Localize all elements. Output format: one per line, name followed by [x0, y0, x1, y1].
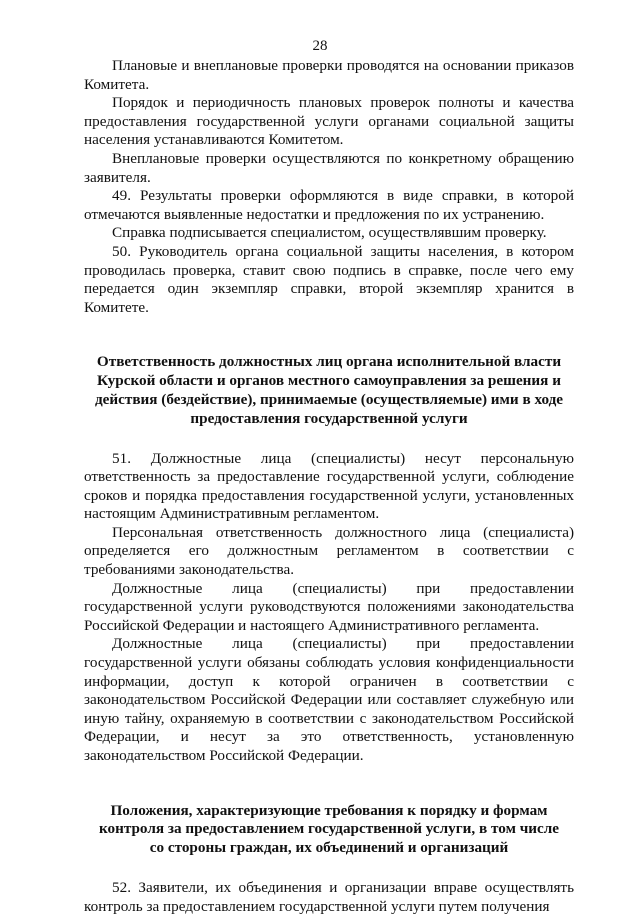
- paragraph-check-procedure: Порядок и периодичность плановых проверок полноты и качества предоставления государственной услуги органами социальной защиты населения устанавливаются Комитетом.: [84, 94, 574, 149]
- section-heading-control-requirements: Положения, характеризующие требования к порядку и формам контроля за предоставлением государственной услуги, в том числе со стороны граждан, их объединений и организаций: [98, 801, 560, 857]
- paragraph-personal-responsibility: Персональная ответственность должностного лица (специалиста) определяется его должностным регламентом в соответствии с требованиями законодательства.: [84, 523, 574, 579]
- spacer: [84, 766, 574, 802]
- spacer: [84, 317, 574, 353]
- document-body: [84, 57, 574, 916]
- paragraph-50: 50. Руководитель органа социальной защиты населения, в котором проводилась проверка, ставит свою подпись в справке, после чего ему передается один экземпляр справки, второй экземпляр хранится в Комитете.: [84, 242, 574, 316]
- spacer: [84, 858, 574, 879]
- paragraph-legislation-guidance: Должностные лица (специалисты) при предоставлении государственной услуги руководствуются положениями законодательства Российской Федерации и настоящего Административного регламента.: [84, 579, 574, 634]
- page-number: 28: [312, 38, 328, 54]
- paragraph-report-signature: Справка подписывается специалистом, осуществлявшим проверку.: [112, 224, 547, 242]
- section-heading-responsibility: Ответственность должностных лиц органа исполнительной власти Курской области и органов местного самоуправления за решения и действия (бездействие), принимаемые (осуществляемые) ими в ходе предоставления государственной услуги: [94, 353, 564, 427]
- paragraph-49: 49. Результаты проверки оформляются в виде справки, в которой отмечаются выявленные недостатки и предложения по их устранению.: [84, 187, 574, 223]
- spacer: [84, 429, 574, 450]
- paragraph-confidentiality: Должностные лица (специалисты) при предоставлении государственной услуги обязаны соблюдать условия конфиденциальности информации, доступ к которой ограничен в соответствии с законодательством Российской Федерации или составляет служебную или иную тайну, охраняемую в соответствии с законодательством Российской Федерации, и несут за это ответственность, установленную законодательством Российской Федерации.: [84, 635, 574, 764]
- paragraph-52: 52. Заявители, их объединения и организации вправе осуществлять контроль за предоставлением государственной услуги путем получения: [84, 878, 574, 915]
- paragraph-scheduled-checks: Плановые и внеплановые проверки проводятся на основании приказов Комитета.: [84, 57, 574, 93]
- paragraph-unscheduled-checks: Внеплановые проверки осуществляются по конкретному обращению заявителя.: [84, 149, 574, 186]
- paragraph-51: 51. Должностные лица (специалисты) несут персональную ответственность за предоставление государственной услуги, соблюдение сроков и порядка предоставления государственной услуги, установленных настоящим Административным регламентом.: [84, 449, 574, 523]
